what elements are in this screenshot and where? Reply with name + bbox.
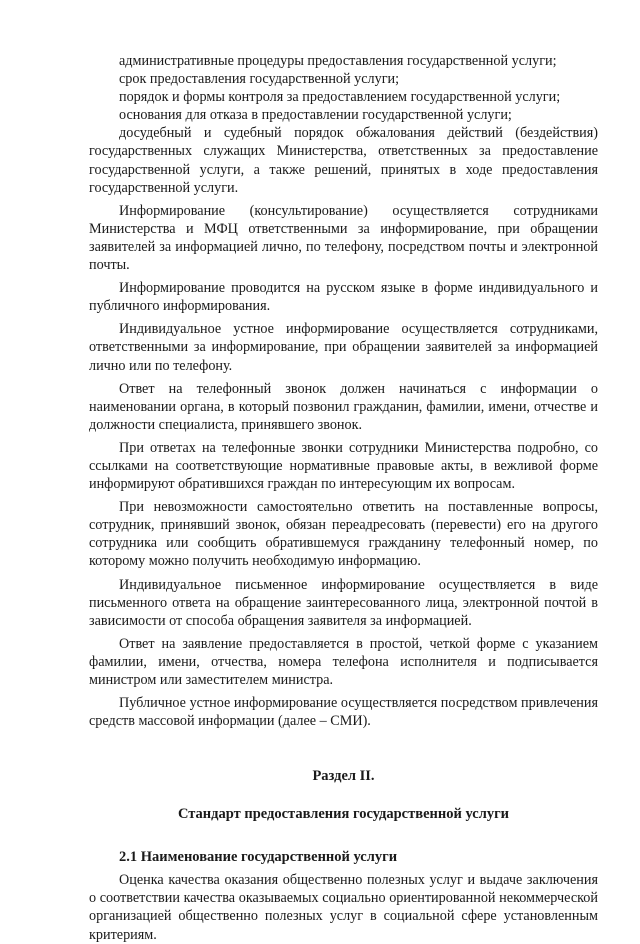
paragraph: Индивидуальное письменное информирование осуществляется в виде письменного ответа на обращение заинтересованного лица, электронной почтой в зависимости от способа обращения заявителя за информацией. [89,576,598,629]
paragraph: Индивидуальное устное информирование осуществляется сотрудниками, ответственными за информирование, при обращении заявителей за информацией лично или по телефону. [89,321,598,374]
paragraph: административные процедуры предоставления государственной услуги; [119,53,557,69]
paragraph: порядок и формы контроля за предоставлением государственной услуги; [119,89,561,106]
paragraph: Информирование проводится на русском языке в форме индивидуального и публичного информирования. [89,280,598,315]
paragraph: При ответах на телефонные звонки сотрудники Министерства подробно, со ссылками на соответствующие нормативные правовые акты, в вежливой форме информируют обратившихся граждан по интересующим их вопросам. [89,439,598,493]
standard-title: Стандарт предоставления государственной услуги [177,806,510,823]
paragraph: основания для отказа в предоставлении государственной услуги; [119,107,512,124]
section-title: Раздел II. [312,768,375,785]
paragraph: Ответ на телефонный звонок должен начинаться с информации о наименовании органа, в который позвонил гражданин, фамилии, имени, отчестве и должности специалиста, принявшего звонок. [89,380,598,433]
paragraph: срок предоставления государственной услуги; [119,71,400,88]
subsection-paragraph: Оценка качества оказания общественно полезных услуг и выдаче заключения о соответствии качества оказываемых социально ориентированной некоммерческой организацией общественно полезных услуг в социальной сфере установленным критериям. [89,872,598,943]
paragraph: досудебный и судебный порядок обжалования действий (бездействия) государственных служащих Министерства, ответственных за предоставление государственной услуги, а также решений, принятых в ходе предоставления государственной услуги. [89,125,598,196]
paragraph: Публичное устное информирование осуществляется посредством привлечения средств массовой информации (далее – СМИ). [89,695,598,730]
paragraph: При невозможности самостоятельно ответить на поставленные вопросы, сотрудник, принявший звонок, обязан переадресовать (перевести) его на другого сотрудника или сообщить обратившемуся гражданину телефонный номер, по которому можно получить необходимую информацию. [89,499,598,570]
paragraph: Ответ на заявление предоставляется в простой, четкой форме с указанием фамилии, имени, отчества, номера телефона исполнителя и подписывается министром или заместителем министра. [89,635,598,688]
paragraph: Информирование (консультирование) осуществляется сотрудниками Министерства и МФЦ ответственными за информирование, при обращении заявителей за информацией лично, по телефону, посредством почты и электронной почты. [89,202,598,274]
subsection-title: 2.1 Наименование государственной услуги [119,849,398,866]
